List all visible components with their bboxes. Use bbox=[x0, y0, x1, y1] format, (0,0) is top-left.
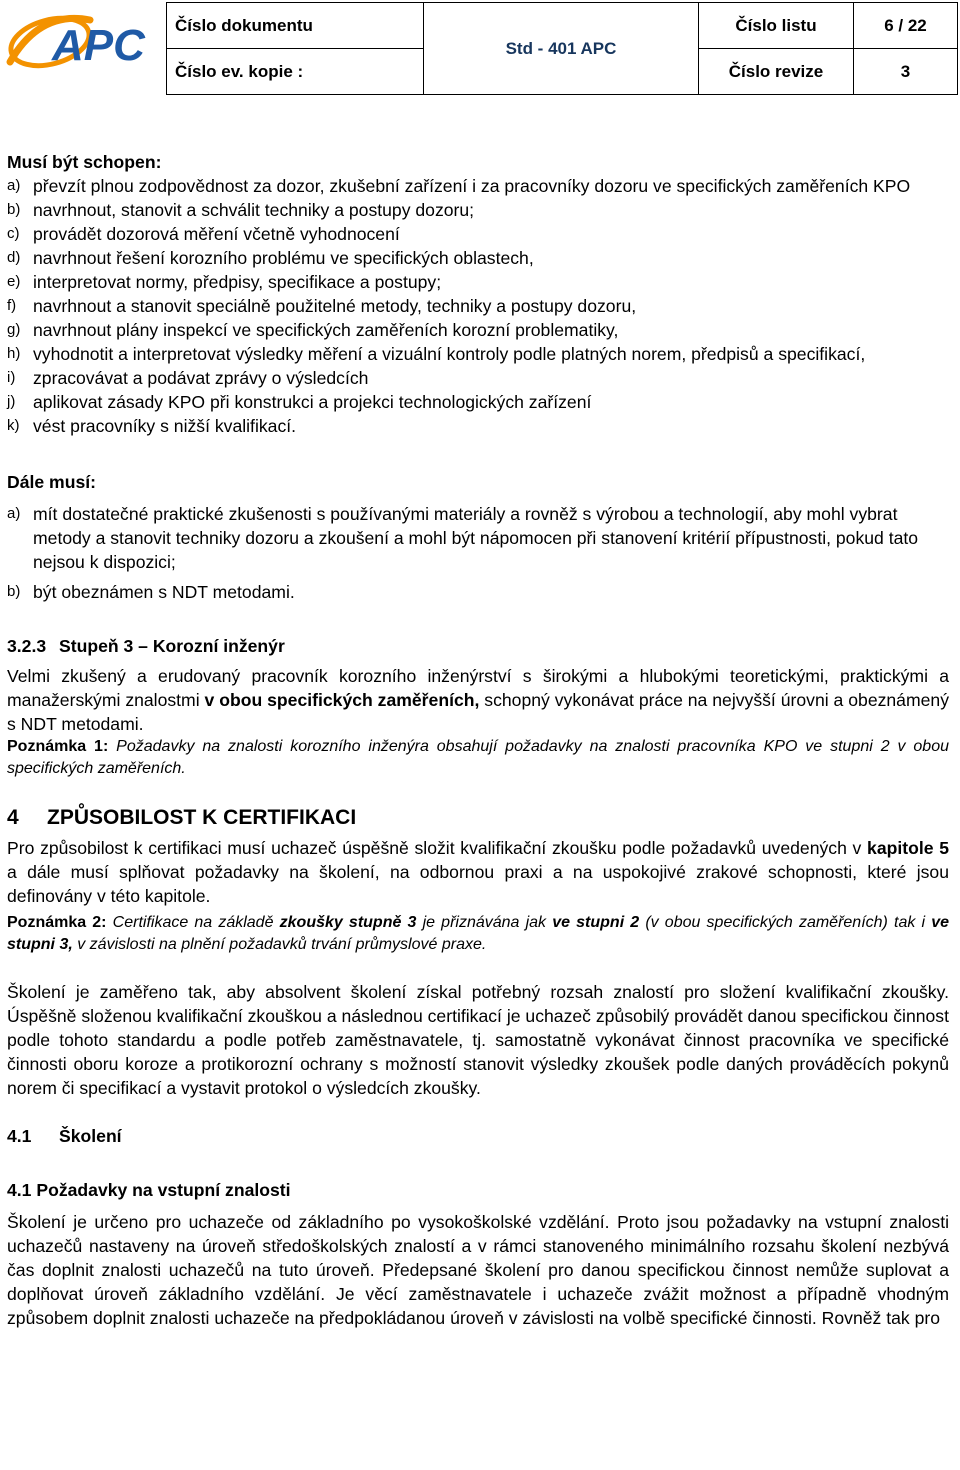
list-item-text: aplikovat zásady KPO při konstrukci a projekci technologických zařízení bbox=[33, 392, 592, 412]
list-item-text: zpracovávat a podávat zprávy o výsledcích bbox=[33, 368, 369, 388]
note: Poznámka 2: Certifikace na základě zkoušky stupně 3 je přiznávána jak ve stupni 2 (v obou specifických zaměřeních) tak i ve stupni 3, v závislosti na plnění požadavků trvání průmyslové praxe. bbox=[7, 914, 950, 953]
subsection-heading: 4.1 Požadavky na vstupní znalosti bbox=[7, 1180, 291, 1200]
list-item bbox=[7, 222, 949, 246]
list-item-label: h) bbox=[7, 345, 21, 362]
list-item-label: a) bbox=[7, 177, 21, 194]
subsection-heading bbox=[7, 634, 949, 658]
list-item-text: převzít plnou zodpovědnost za dozor, zkušební zařízení i za pracovníky dozoru ve specifických zaměřeních KPO bbox=[33, 176, 911, 196]
list-item-label: c) bbox=[7, 225, 20, 242]
document-header bbox=[0, 0, 960, 96]
list-item-text: navrhnout plány inspekcí ve specifických zaměřeních korozní problematiky, bbox=[33, 320, 619, 340]
list-item-text: provádět dozorová měření včetně vyhodnocení bbox=[33, 224, 400, 244]
apc-logo bbox=[0, 0, 166, 96]
list-item-text: navrhnout, stanovit a schválit techniky a postupy dozoru; bbox=[33, 200, 475, 220]
list-item bbox=[7, 318, 949, 342]
list-item-label: f) bbox=[7, 297, 17, 314]
sheet-label: Číslo listu bbox=[699, 3, 854, 49]
doc-number-label: Číslo dokumentu bbox=[167, 3, 424, 49]
sheet-value: 6 / 22 bbox=[854, 3, 958, 49]
revision-label: Číslo revize bbox=[699, 49, 854, 95]
section-title: Stupeň 3 – Korozní inženýr bbox=[59, 636, 285, 656]
list-item-label: i) bbox=[7, 369, 16, 386]
list-item-text: vést pracovníky s nižší kvalifikací. bbox=[33, 416, 297, 436]
list-item bbox=[7, 580, 949, 604]
paragraph: Školení je určeno pro uchazeče od základního po vysokoškolské vzdělání. Proto jsou požadavky na vstupní znalosti uchazečů nastaveny na úroveň středoškolských znalostí a v rámci stanoveného minimálního rozsahu školení nezbývá čas doplnit znalosti uchazečů na tuto úroveň. Předepsané školení pro danou specifickou činnost nemůže suplovat a doplňovat úroveň základního vzdělání. Je věcí zaměstnavatele i uchazeče zvážit možnost a případně vhodným způsobem doplnit znalosti uchazeče na předpokládanou úroveň v závislosti na volbě specifické činnosti. Rovněž tak pro bbox=[7, 1212, 949, 1328]
document-body bbox=[7, 150, 949, 1330]
list-item bbox=[7, 294, 949, 318]
requirements-list bbox=[7, 174, 949, 438]
list-item bbox=[7, 390, 949, 414]
list-item-label: j) bbox=[7, 393, 16, 410]
logo-text: APC bbox=[52, 21, 145, 70]
paragraph: Školení je zaměřeno tak, aby absolvent školení získal potřebný rozsah znalostí pro složení kvalifikační zkoušky. Úspěšně složenou kvalifikační zkouškou a následnou certifikací je uchazeč způsobilý provádět danou specifickou činnost podle tohoto standardu a podle potřeb zaměstnavatele, tj. samostatně vykonávat činnost pracovníka ve specifické činnosti oboru koroze a protikorozní ochrany s možností stanovit výsledky zkoušek podle daných prováděcích pokynů norem či specifikací a vystavit protokol o výsledcích zkoušky. bbox=[7, 982, 949, 1098]
list-item bbox=[7, 198, 949, 222]
list-item-label: g) bbox=[7, 321, 21, 338]
list-item bbox=[7, 174, 949, 198]
list-item-label: b) bbox=[7, 583, 21, 600]
doc-number: Std - 401 APC bbox=[424, 3, 699, 95]
paragraph: Pro způsobilost k certifikaci musí uchazeč úspěšně složit kvalifikační zkoušku podle požadavků uvedených v kapitole 5 a dále musí splňovat požadavky na školení, na odbornou praxi a na uspokojivé zrakové schopnosti, které jsou definovány v této kapitole. bbox=[7, 838, 949, 906]
list-item bbox=[7, 246, 949, 270]
list-item-label: k) bbox=[7, 417, 20, 434]
list-item-text: navrhnout a stanovit speciálně použitelné metody, techniky a postupy dozoru, bbox=[33, 296, 637, 316]
list-item-label: e) bbox=[7, 273, 21, 290]
subsection-heading: 4.1 Školení bbox=[7, 1126, 122, 1146]
list-item-text: mít dostatečné praktické zkušenosti s používanými materiály a rovněž s výrobou a technologií, aby mohl vybrat metody a stanovit techniky dozoru a zkoušení a mohl být nápomocen při stanovení kritérií přípustnosti, pokud tato nejsou k dispozici; bbox=[33, 504, 919, 572]
note: Poznámka 1: Požadavky na znalosti korozního inženýra obsahují požadavky na znalosti pracovníka KPO ve stupni 2 v obou specifických zaměřeních. bbox=[7, 738, 950, 777]
list-item bbox=[7, 414, 949, 438]
list-item-text: interpretovat normy, předpisy, specifikace a postupy; bbox=[33, 272, 442, 292]
header-table bbox=[166, 2, 958, 95]
list-item bbox=[7, 270, 949, 294]
revision-value: 3 bbox=[854, 49, 958, 95]
list-item-text: navrhnout řešení korozního problému ve specifických oblastech, bbox=[33, 248, 534, 268]
section-heading: Dále musí: bbox=[7, 472, 96, 492]
copy-label: Číslo ev. kopie : bbox=[167, 49, 424, 95]
chapter-number: 4 bbox=[7, 806, 19, 829]
paragraph: Velmi zkušený a erudovaný pracovník korozního inženýrství s širokými a hlubokými teoretickými, praktickými a manažerskými znalostmi v obou specifických zaměřeních, schopný vykonávat práce na nejvyšší úrovni a obeznámený s NDT metodami. bbox=[7, 666, 949, 734]
chapter-title: ZPŮSOBILOST K CERTIFIKACI bbox=[47, 806, 357, 829]
section-number: 3.2.3 bbox=[7, 636, 47, 656]
requirements-list bbox=[7, 502, 949, 604]
list-item-label: a) bbox=[7, 505, 21, 522]
list-item-text: být obeznámen s NDT metodami. bbox=[33, 582, 295, 602]
chapter-heading bbox=[7, 804, 949, 832]
list-item bbox=[7, 366, 949, 390]
list-item bbox=[7, 502, 949, 574]
list-item bbox=[7, 342, 949, 366]
list-item-label: d) bbox=[7, 249, 21, 266]
list-item-text: vyhodnotit a interpretovat výsledky měření a vizuální kontroly podle platných norem, předpisů a specifikací, bbox=[33, 344, 866, 364]
list-item-label: b) bbox=[7, 201, 21, 218]
section-heading: Musí být schopen: bbox=[7, 152, 162, 172]
